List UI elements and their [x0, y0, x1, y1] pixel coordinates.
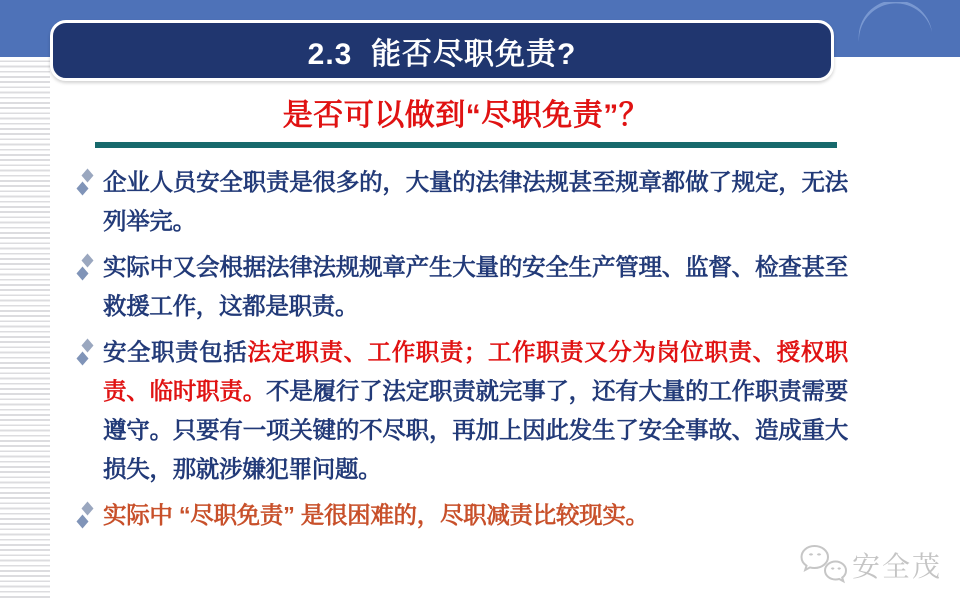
bullet-text — [103, 248, 848, 326]
double-diamond-icon — [76, 338, 94, 366]
bullet-text — [103, 333, 848, 489]
crescent-arc-icon — [856, 2, 938, 46]
wechat-logo-icon — [800, 543, 848, 587]
bullet-segment: 实际中 “尽职免责” 是很困难的，尽职减责比较现实。 — [103, 502, 649, 528]
bullet-segment: 企业人员安全职责是很多的，大量的法律法规甚至规章都做了规定，无法列举完。 — [103, 169, 848, 234]
double-diamond-icon — [76, 253, 94, 281]
bullet-segment: 安全职责包括 — [103, 339, 248, 365]
bullet-segment: 不是履行了法定职责就完事了，还有大量的工作职责需要遵守。只要有一项关键的不尽职，再加上因此发生了安全事故、造成重大损失，那就涉嫌犯罪问题。 — [103, 378, 849, 482]
bullet-item — [76, 163, 848, 241]
bullet-segment: 实际中又会根据法律法规规章产生大量的安全生产管理、监督、检查甚至救援工作，这都是职责。 — [103, 254, 848, 319]
brand-name: 安全茂 — [851, 551, 942, 582]
brand-watermark — [800, 543, 942, 587]
bullet-segment: 法定职责、工作职责；工作职责又分为岗位职责、授权职责、临时职责。 — [103, 339, 848, 404]
bullet-list — [76, 163, 848, 542]
teal-divider-line — [95, 142, 837, 148]
bullet-item — [76, 333, 848, 489]
bullet-text — [103, 163, 848, 241]
bullet-item — [76, 248, 848, 326]
slide-subtitle: 是否可以做到“尽职免责”？ — [282, 99, 650, 132]
slide-title-bar — [50, 20, 834, 81]
bullet-item — [76, 496, 848, 535]
double-diamond-icon — [76, 168, 94, 196]
slide-title: 2.3 能否尽职免责? — [307, 37, 577, 71]
left-stripe-texture — [0, 57, 50, 601]
double-diamond-icon — [76, 501, 94, 529]
bullet-text — [103, 496, 848, 535]
